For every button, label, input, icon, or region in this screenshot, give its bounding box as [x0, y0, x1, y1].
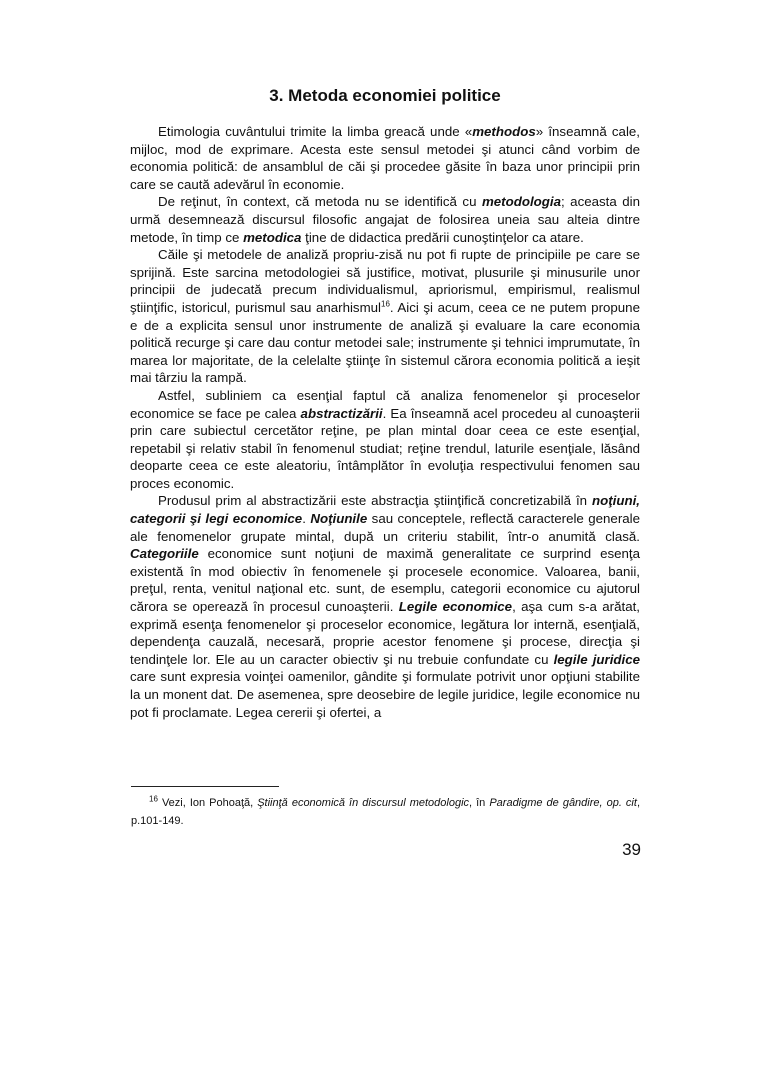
text-run: ; aceasta din urmă desemnează discursul filosofic angajat de folosirea uneia sau alteia dintre metode, în timp ce — [130, 194, 640, 245]
text-run: . Ea înseamnă acel procedeu al cunoaşterii prin care subiectul cercetător reţine, pe plan mintal doar ceea ce este esenţial, repetabil şi relativ stabil în fenomenul studiat; reţine trendul, laturile esenţiale, lăsând deoparte ceea ce este aleatoriu, întâmplător în evoluţia respectivului fenomen sau proces economic. — [130, 405, 641, 491]
term-categoriile: Categoriile — [130, 546, 199, 562]
paragraph-5 — [130, 492, 640, 721]
text-run: economice sunt noţiuni de maximă generalitate ce surprind esenţa existentă în mod obiectiv în fenomenele şi procesele economice. Valoarea, banii, preţul, renta, venitul naţional etc. sunt, de esemplu, categorii economice cu ajutorul cărora se operează în procesul cunoaşterii. — [130, 546, 640, 615]
text-run: , p.101-149. — [131, 797, 640, 827]
paragraph-4 — [130, 387, 640, 493]
text-run: , în — [469, 797, 490, 809]
term-legile-economice: Legile economice — [398, 599, 513, 615]
text-run: sau conceptele, reflectă caracterele generale ale fenomenelor grupate mintal, după un criteriu stabilit, într-o anumită clasă. — [130, 511, 641, 544]
text-run: Căile şi metodele de analiză propriu-zisă nu pot fi rupte de principiile pe care se sprijină. Este sarcina metodologiei să justifice, motivat, plusurile şi minusurile unor principii de judecată precum individualismul, apriorismul, empirismul, realismul ştiinţific, istoricul, purismul sau anarhismul — [130, 247, 640, 315]
body-text — [130, 123, 640, 721]
footnote-number: 16 — [149, 794, 158, 804]
term-metodica: metodica — [243, 229, 302, 245]
footnote-italic: Ştiinţă economică în discursul metodologic — [257, 797, 470, 809]
term-methodos: methodos — [472, 124, 536, 139]
text-run: Vezi, Ion Pohoaţă, — [157, 797, 258, 809]
text-run: , aşa cum s-a arătat, exprimă esenţa fenomenelor şi proceselor economice, legătura lor internă, esenţială, dependenţa cauzală, necesară, proprie acestor fenomene şi procese, direcţia şi tendinţele lor. Ele au un caracter obiectiv şi nu trebuie confundate cu — [130, 599, 640, 667]
footnote-italic: Paradigme de gândire, op. cit — [489, 797, 637, 809]
text-run: . — [302, 511, 311, 527]
term-notiuni-categorii-legi: noţiuni, categorii şi legi economice — [130, 493, 640, 527]
page-title: 3. Metoda economiei politice — [269, 86, 501, 105]
page-number: 39 — [622, 840, 641, 859]
term-notiunile: Noţiunile — [310, 511, 368, 527]
footnote — [131, 794, 640, 830]
text-run: . Aici şi acum, ceea ce ne putem propune e de a explicita sensul unor instrumente de analiză şi evaluare la care economia politică recurge şi care dau contur metodei sale; instrumente şi tehnici imprumutate, în marea lor majoritate, de la celelalte ştiinţe în sistemul cărora economia politică a ieşit mai târziu la rampă. — [130, 299, 640, 386]
footnote-separator — [131, 786, 279, 787]
text-run: » înseamnă cale, mijloc, mod de exprimare. Acesta este sensul metodei şi atunci când vorbim de economia politică: de ansamblul de căi şi procedee găsite în baza unor principii prin care se caută adevărul în economie. — [130, 124, 640, 192]
text-run: Etimologia cuvântului trimite la limba greacă unde « — [158, 124, 473, 139]
term-legile-juridice: legile juridice — [553, 651, 640, 667]
text-run: care sunt expresia voinţei oamenilor, gândite şi formulate potrivit unor opţiuni stabilite la un monent dat. De asemenea, spre deosebire de legile juridice, legile economice nu pot fi proclamate. Legea cererii şi ofertei, a — [130, 669, 640, 720]
text-run: ţine de didactica predării cunoştinţelor ca atare. — [301, 229, 584, 245]
text-run: De reţinut, în context, că metoda nu se identifică cu — [158, 194, 482, 210]
paragraph-1 — [130, 123, 640, 193]
paragraph-2 — [130, 193, 640, 246]
paragraph-3 — [130, 246, 640, 387]
text-run: Astfel, subliniem ca esenţial faptul că analiza fenomenelor şi proceselor economice se face pe calea — [130, 387, 640, 421]
term-metodologia: metodologia — [481, 194, 561, 210]
text-run: Produsul prim al abstractizării este abstracţia ştiinţifică concretizabilă în — [158, 493, 592, 509]
term-abstractizarii: abstractizării — [300, 405, 383, 421]
footnote-reference[interactable]: 16 — [381, 299, 390, 309]
